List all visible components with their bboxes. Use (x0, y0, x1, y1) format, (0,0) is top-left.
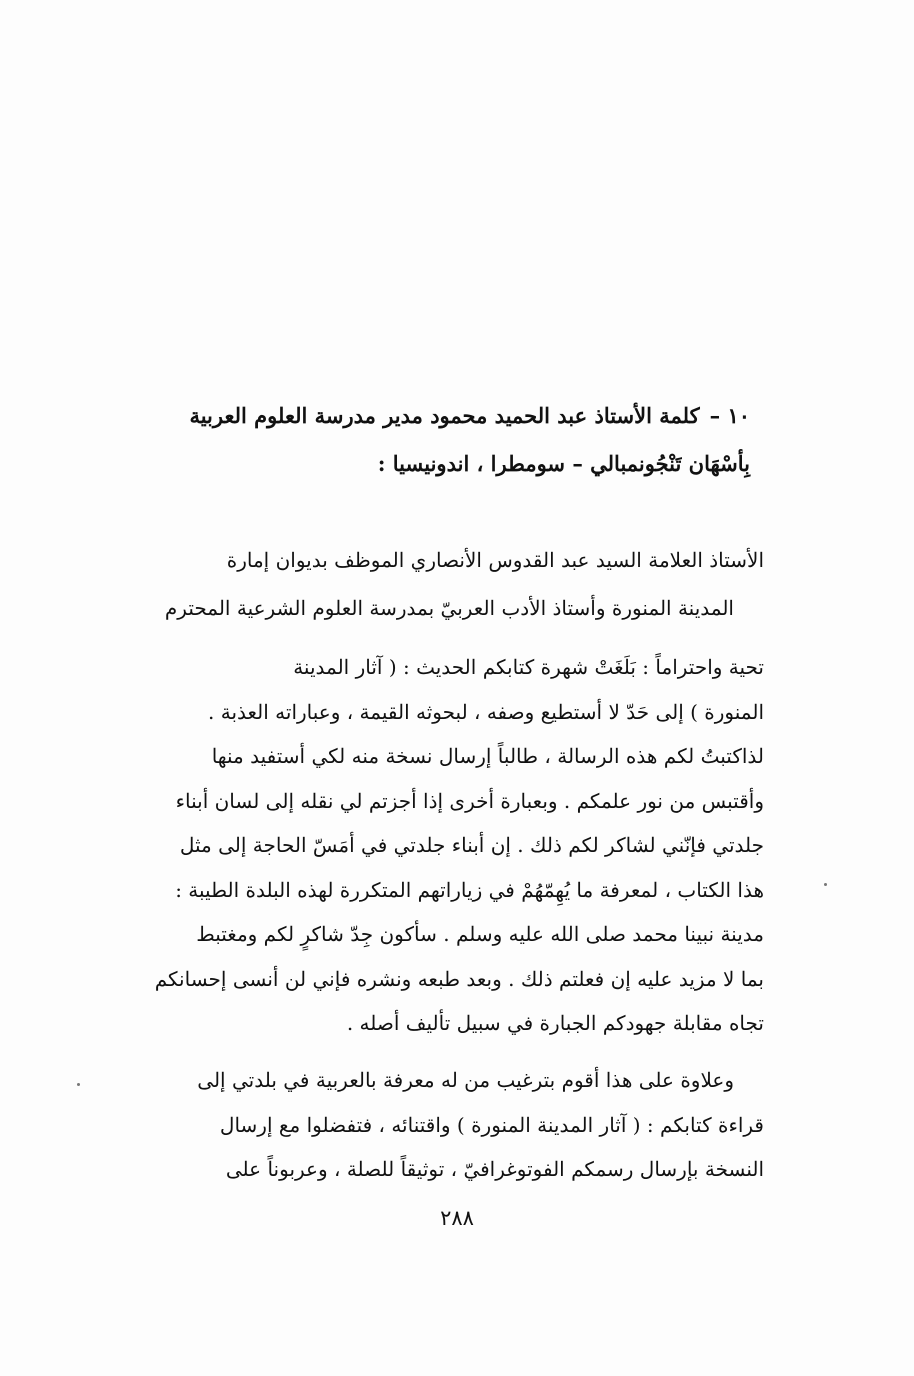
section-heading (120, 392, 750, 488)
paragraph-line: هذا الكتاب ، لمعرفة ما يُهِمّهُمْ في زياراتهم المتكررة لهذه البلدة الطيبة : (175, 877, 764, 902)
addressee-block (92, 536, 764, 632)
paragraph-line: وعلاوة على هذا أقوم بترغيب من له معرفة بالعربية في بلدتي إلى (197, 1068, 734, 1092)
paragraph-line: المنورة ) إلى حَدّ لا أستطيع وصفه ، لبحوثه القيمة ، وعباراته العذبة . (208, 699, 764, 724)
heading-line-1 (120, 392, 750, 440)
paragraph-line: لذاكتبتُ لكم هذه الرسالة ، طالباً إرسال نسخة منه لكي أستفيد منها (211, 744, 764, 768)
addressee-line-1: الأستاذ العلامة السيد عبد القدوس الأنصاري الموظف بديوان إمارة (226, 548, 764, 572)
body-paragraph-2 (92, 1058, 764, 1192)
paragraph-line: مدينة نبينا محمد صلى الله عليه وسلم . سأكون جِدّ شاكرٍ لكم ومغتبط (196, 922, 764, 946)
body-paragraph-1 (92, 645, 764, 1046)
page-number: ٢٨٨ (440, 1206, 474, 1230)
scan-speck (77, 1083, 80, 1086)
heading-line-2: بِأسْهَان تَنْجُونمبالي – سومطرا ، اندونيسيا : (377, 451, 750, 476)
scan-speck (824, 883, 827, 886)
paragraph-line: تجاه مقابلة جهودكم الجبارة في سبيل تأليف أصله . (346, 1011, 764, 1035)
paragraph-line: بما لا مزيد عليه إن فعلتم ذلك . وبعد طبعه ونشره فإني لن أنسى إحسانكم (154, 966, 764, 991)
paragraph-line: النسخة بإرسال رسمكم الفوتوغرافيّ ، توثيقاً للصلة ، وعربوناً على (225, 1157, 764, 1181)
heading-number: ١٠ – (709, 403, 750, 428)
paragraph-line: تحية واحتراماً : بَلَغَتْ شهرة كتابكم الحديث : ( آثار المدينة (293, 655, 764, 679)
paragraph-line: قراءة كتابكم : ( آثار المدينة المنورة ) واقتنائه ، فتفضلوا مع إرسال (219, 1112, 764, 1137)
addressee-line-2: المدينة المنورة وأستاذ الأدب العربيّ بمدرسة العلوم الشرعية المحترم (164, 596, 734, 620)
paragraph-line: جلدتي فإنّني لشاكر لكم ذلك . إن أبناء جلدتي في أمَسّ الحاجة إلى مثل (179, 833, 764, 857)
heading-title: كلمة الأستاذ عبد الحميد محمود مدير مدرسة العلوم العربية (189, 403, 700, 428)
paragraph-line: وأقتبس من نور علمكم . وبعبارة أخرى إذا أجزتم لي نقله إلى لسان أبناء (175, 788, 764, 813)
